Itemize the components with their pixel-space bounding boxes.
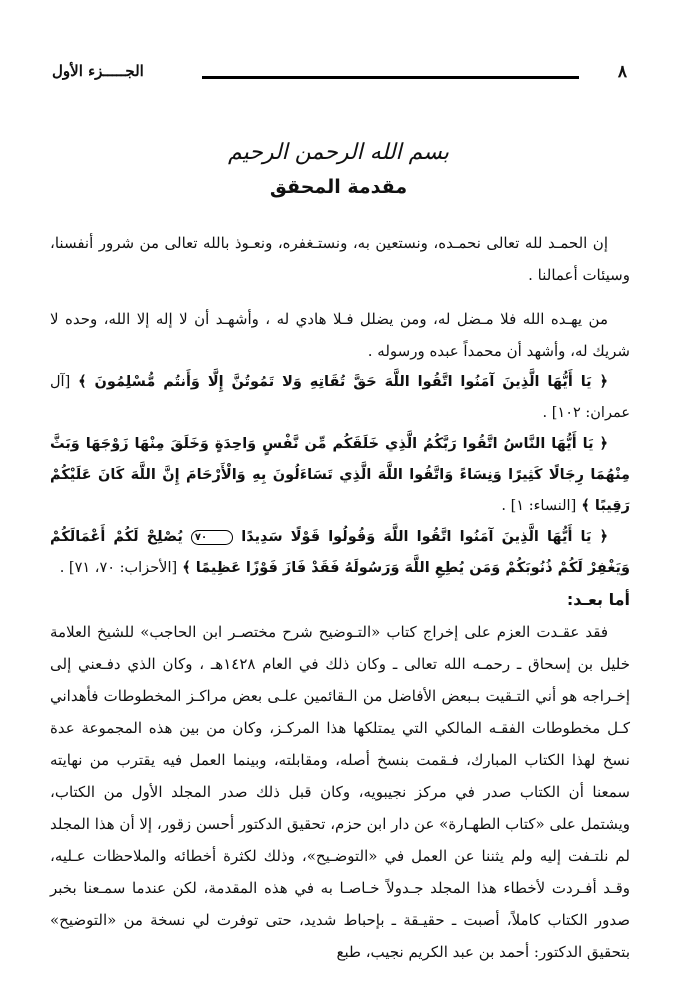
ornate-bracket-open: ﴿ [599, 436, 608, 452]
verse-text: يَا أَيُّهَا النَّاسُ اتَّقُوا رَبَّكُمُ الَّذِي خَلَقَكُم مِّن نَّفْسٍ وَاحِدَةٍ وَخَلَقَ مِنْهَا زَوْجَهَا وَبَثَّ مِنْهُمَا رِجَالًا كَثِيرًا وَنِسَاءً وَاتَّقُوا اللَّهَ الَّذِي تَسَاءَلُونَ بِهِ وَالْأَرْحَامَ إِنَّ اللَّهَ كَانَ عَلَيْكُمْ رَقِيبًا [50, 436, 630, 514]
verse-text: يُصْلِحْ لَكُمْ أَعْمَالَكُمْ وَيَغْفِرْ لَكُمْ ذُنُوبَكُمْ وَمَن يُطِعِ اللَّهَ وَرَسُولَهُ فَقَدْ فَازَ فَوْزًا عَظِيمًا [50, 529, 630, 576]
volume-label: الجـــــزء الأول [52, 62, 144, 80]
verse-reference: [آل عمران: ١٠٢] . [50, 374, 630, 421]
verse-reference: [النساء: ١] . [501, 498, 577, 514]
ornate-bracket-close: ﴾ [78, 374, 87, 390]
ornate-bracket-open: ﴿ [599, 529, 608, 545]
verse-text: يَا أَيُّهَا الَّذِينَ آمَنُوا اتَّقُوا اللَّهَ حَقَّ تُقَاتِهِ وَلا تَمُوتُنَّ إِلَّا وَأَنتُم مُّسْلِمُونَ [94, 374, 592, 390]
quran-verse [50, 367, 630, 429]
quran-verse [50, 429, 630, 522]
verse-reference: [الأحزاب: ٧٠، ٧١] . [59, 560, 178, 576]
ornate-bracket-close: ﴾ [182, 560, 191, 576]
basmala-calligraphy: بسم الله الرحمن الرحيم [227, 140, 450, 165]
page-title: مقدمة المحقق [269, 176, 408, 198]
paragraph-testimony: من يهـده الله فلا مـضل له، ومن يضلل فـلا هادي له ، وأشهـد أن لا إله إلا الله، وحده لا شريك له، وأشهد أن محمداً عبده ورسوله . [50, 310, 630, 360]
running-header [52, 62, 627, 88]
verse-text: يَا أَيُّهَا الَّذِينَ آمَنُوا اتَّقُوا اللَّهَ وَقُولُوا قَوْلًا سَدِيدًا [241, 529, 592, 545]
ornate-bracket-open: ﴿ [599, 374, 608, 390]
body-text [50, 227, 630, 968]
paragraph-praise: إن الحمـد لله تعالى نحمـده، ونستعين به، ونستـغفره، ونعـوذ بالله تعالى من شرور أنفسنا، وسيئات أعمالنا . [50, 234, 630, 284]
paragraph-main: فقد عقـدت العزم على إخراج كتاب «التـوضيح شرح مختصـر ابن الحاجب» للشيخ العلامة خليل بن إسحاق ـ رحمـه الله تعالى ـ وكان ذلك في العام ١٤٢٨هـ ، وكان الذي دفـعني إلى إخـراجه هو أني التـقيت بـبعض الأفاضل من الـقائمين علـى بعض مراكـز المخطوطات فأهداني كـل مخطوطات الفقـه المالكي التي يمتلكها هذا المركـز، وكان من بين هذه المجموعة عدة نسخ لهذا الكتاب المبارك، فـقمت بنسخ أصله، ومقابلته، وبينما العمل فيه يقترب من نهايته سمعنا أن الكتاب صدر في مركز نجيبويه، وكان قبل ذلك صدر المجلد الأول من الكتاب، ويشتمل على «كتاب الطهـارة» عن دار ابن حزم، تحقيق الدكتور أحسن زقور، إلا أن هذا المجلد لم نلتـفت إليه ولم يثننا عن العمل في «التوضـيح»، وذلك لكثرة أخطائه والملاحظات عـليه، وقـد أفـردت لأخطاء هذا المجلد جـدولاً خـاصـا به في هذه المقدمة، لكن عندما سمـعنا بخبر صدور الكتاب كاملاً، أصبت ـ حقيـقة ـ بإحباط شديد، حتى توفرت لي نسخة من «التوضيح» بتحقيق الدكتور: أحمد بن عبد الكريم نجيب، طبع [50, 623, 630, 961]
verse-number-marker: ٧٠ [191, 530, 233, 545]
page-number: ٨ [617, 62, 627, 82]
section-subheading: أما بعـد: [566, 590, 630, 609]
quran-verse [50, 522, 630, 584]
ornate-bracket-close: ﴾ [581, 498, 590, 514]
header-rule [202, 76, 579, 79]
